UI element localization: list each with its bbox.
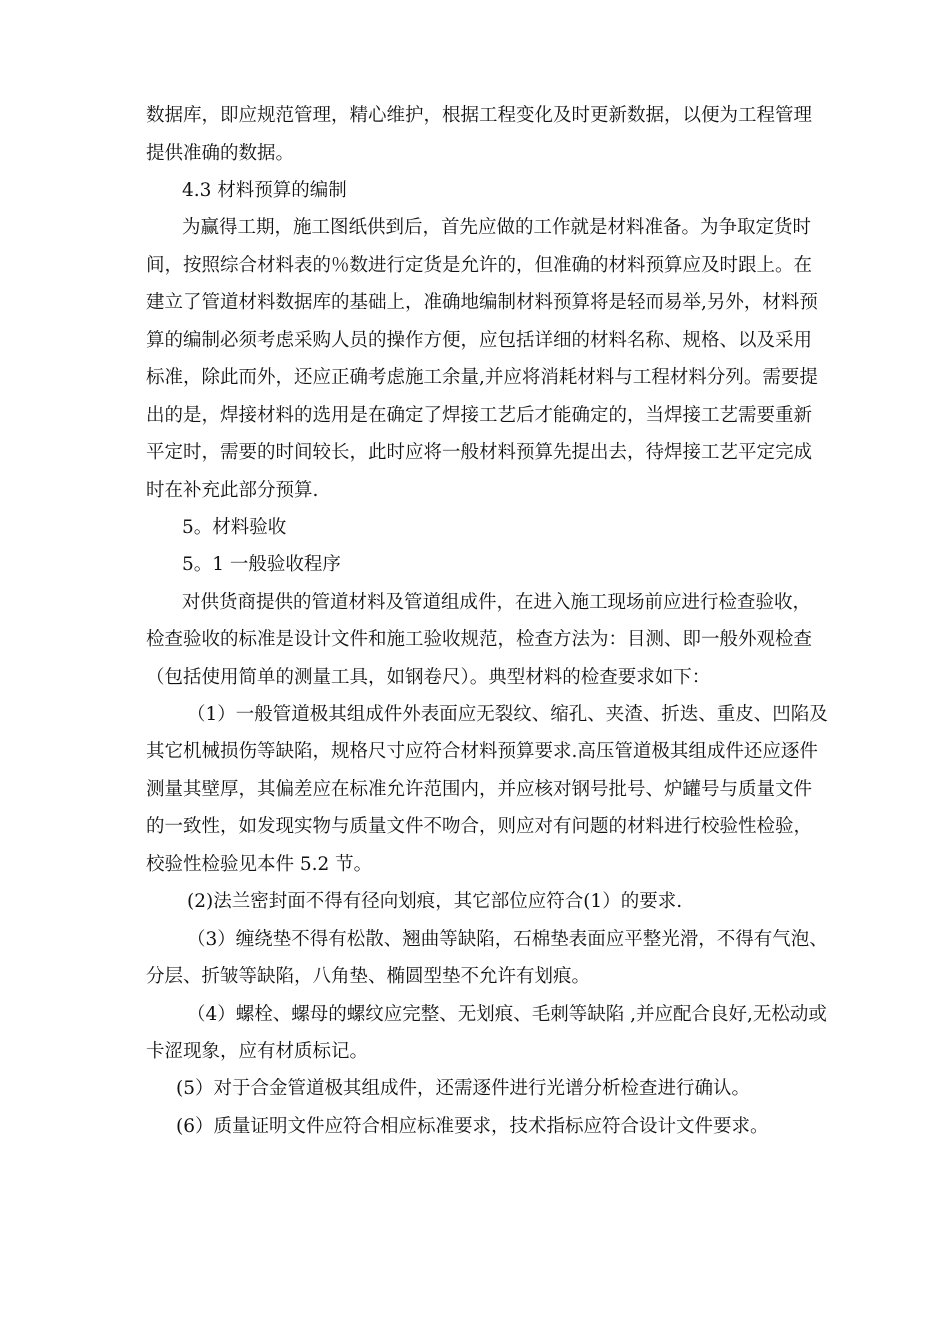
- text-line: 标准，除此而外，还应正确考虑施工余量,并应将消耗材料与工程材料分列。需要提: [146, 367, 818, 388]
- text-line: 其它机械损伤等缺陷，规格尺寸应符合材料预算要求.高压管道极其组成件还应逐件: [146, 741, 818, 762]
- text-line: 分层、折皱等缺陷，八角垫、椭圆型垫不允许有划痕。: [146, 966, 591, 987]
- text-line: 建立了管道材料数据库的基础上，准确地编制材料预算将是轻而易举,另外，材料预: [146, 292, 818, 313]
- text-line: 提供准确的数据。: [146, 143, 295, 164]
- text-line: 对供货商提供的管道材料及管道组成件，在进入施工现场前应进行检查验收，: [182, 592, 812, 613]
- section-heading: 5。材料验收: [182, 517, 287, 538]
- text-line: (2)法兰密封面不得有径向划痕，其它部位应符合(1）的要求.: [187, 891, 683, 912]
- text-line: 平定时，需要的时间较长，此时应将一般材料预算先提出去，待焊接工艺平定完成: [146, 442, 813, 463]
- text-line: 出的是，焊接材料的选用是在确定了焊接工艺后才能确定的，当焊接工艺需要重新: [146, 405, 813, 426]
- text-line: 数据库，即应规范管理，精心维护，根据工程变化及时更新数据，以便为工程管理: [146, 105, 813, 126]
- section-heading: 5。1 一般验收程序: [182, 554, 341, 575]
- text-line: （1）一般管道极其组成件外表面应无裂纹、缩孔、夹渣、折迭、重皮、凹陷及: [187, 704, 828, 725]
- text-line: 测量其壁厚，其偏差应在标准允许范围内，并应核对钢号批号、炉罐号与质量文件: [146, 779, 813, 800]
- text-line: 时在补充此部分预算.: [146, 480, 319, 501]
- text-line: 算的编制必须考虑采购人员的操作方便，应包括详细的材料名称、规格、以及采用: [146, 330, 813, 351]
- text-line: 检查验收的标准是设计文件和施工验收规范，检查方法为：目测、即一般外观检查: [146, 629, 813, 650]
- text-line: 卡涩现象，应有材质标记。: [146, 1041, 369, 1062]
- section-heading: 4.3 材料预算的编制: [182, 180, 347, 201]
- text-line: (5）对于合金管道极其组成件，还需逐件进行光谱分析检查进行确认。: [176, 1078, 750, 1099]
- text-line: 校验性检验见本件 5.2 节。: [146, 854, 373, 875]
- text-line: （包括使用简单的测量工具，如钢卷尺）。典型材料的检查要求如下：: [146, 667, 711, 688]
- text-line: （3）缠绕垫不得有松散、翘曲等缺陷，石棉垫表面应平整光滑，不得有气泡、: [187, 929, 828, 950]
- text-line: 间，按照综合材料表的％数进行定货是允许的，但准确的材料预算应及时跟上。在: [146, 255, 813, 276]
- text-line: (6）质量证明文件应符合相应标准要求，技术指标应符合设计文件要求。: [176, 1116, 769, 1137]
- text-line: 为赢得工期，施工图纸供到后，首先应做的工作就是材料准备。为争取定货时: [182, 217, 812, 238]
- text-line: （4）螺栓、螺母的螺纹应完整、无划痕、毛刺等缺陷 ,并应配合良好,无松动或: [187, 1004, 827, 1025]
- text-line: 的一致性，如发现实物与质量文件不吻合，则应对有问题的材料进行校验性检验，: [146, 816, 813, 837]
